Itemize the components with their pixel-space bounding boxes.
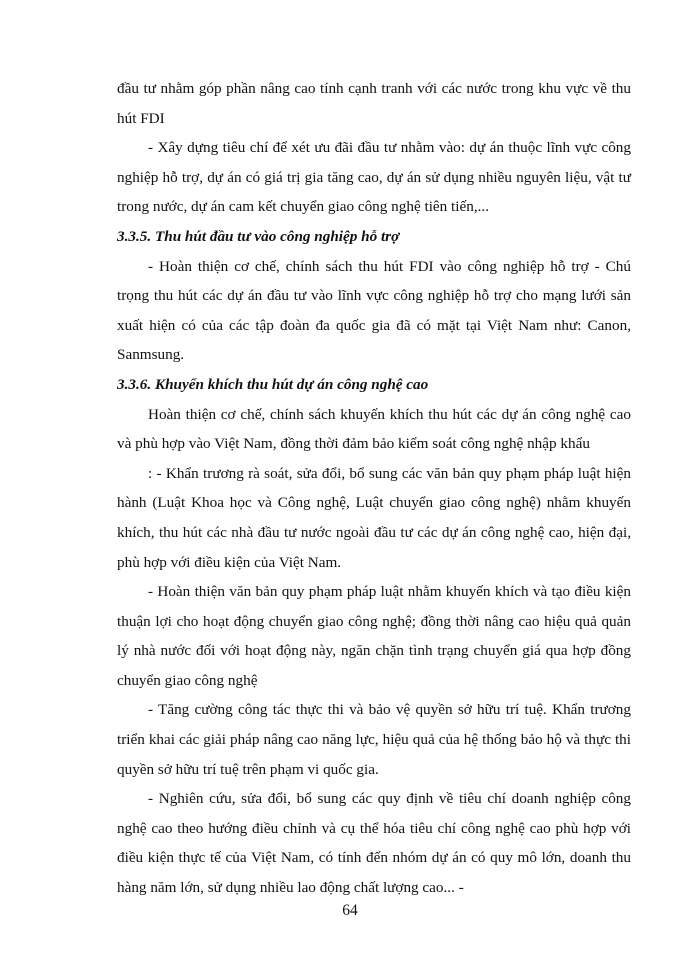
paragraph-high-tech-policy: Hoàn thiện cơ chế, chính sách khuyến khích thu hút các dự án công nghệ cao và phù hợp vào Việt Nam, đồng thời đảm bảo kiểm soát công nghệ nhập khẩu <box>117 405 631 453</box>
paragraph-high-tech-criteria: - Nghiên cứu, sửa đổi, bổ sung các quy định về tiêu chí doanh nghiệp công nghệ cao theo hướng điều chỉnh và cụ thể hóa tiêu chí công nghệ cao phù hợp với điều kiện thực tế của Việt Nam, có tính đến nhóm dự án có quy mô lớn, doanh thu hàng năm lớn, sử dụng nhiều lao động chất lượng cao... - <box>117 790 631 897</box>
paragraph-legal-review: : - Khẩn trương rà soát, sửa đổi, bổ sung các văn bản quy phạm pháp luật hiện hành (Luật Khoa học và Công nghệ, Luật chuyển giao công nghệ) nhằm khuyến khích, thu hút các nhà đầu tư nước ngoài đầu tư các dự án công nghệ cao, hiện đại, phù hợp với điều kiện của Việt Nam. <box>117 464 631 571</box>
paragraph-intellectual-property: - Tăng cường công tác thực thi và bảo vệ quyền sở hữu trí tuệ. Khẩn trương triển khai các giải pháp nâng cao năng lực, hiệu quả của hệ thống bảo hộ và thực thi quyền sở hữu trí tuệ trên phạm vi quốc gia. <box>117 701 631 778</box>
paragraph-technology-transfer: - Hoàn thiện văn bản quy phạm pháp luật nhằm khuyến khích và tạo điều kiện thuận lợi cho hoạt động chuyển giao công nghệ; đồng thời nâng cao hiệu quả quản lý nhà nước đối với hoạt động này, ngăn chặn tình trạng chuyển giá qua hợp đồng chuyển giao công nghệ <box>117 583 631 689</box>
document-page <box>117 74 631 903</box>
paragraph-intro: đầu tư nhằm góp phần nâng cao tính cạnh tranh với các nước trong khu vực về thu hút FDI <box>117 80 631 127</box>
section-heading-3-3-6: 3.3.6. Khuyến khích thu hút dự án công nghệ cao <box>117 375 429 393</box>
page-number: 64 <box>342 902 358 919</box>
paragraph-criteria: - Xây dựng tiêu chí để xét ưu đãi đầu tư nhằm vào: dự án thuộc lĩnh vực công nghiệp hỗ trợ, dự án có giá trị gia tăng cao, dự án sử dụng nhiều nguyên liệu, vật tư trong nước, dự án cam kết chuyển giao công nghệ tiên tiến,... <box>117 139 631 216</box>
paragraph-supporting-industry: - Hoàn thiện cơ chế, chính sách thu hút FDI vào công nghiệp hỗ trợ - Chú trọng thu hút các dự án đầu tư vào lĩnh vực công nghiệp hỗ trợ cho mạng lưới sản xuất hiện có của các tập đoàn đa quốc gia đã có mặt tại Việt Nam như: Canon, Sanmsung. <box>117 257 631 364</box>
section-heading-3-3-5: 3.3.5. Thu hút đầu tư vào công nghiệp hỗ trợ <box>117 227 400 245</box>
